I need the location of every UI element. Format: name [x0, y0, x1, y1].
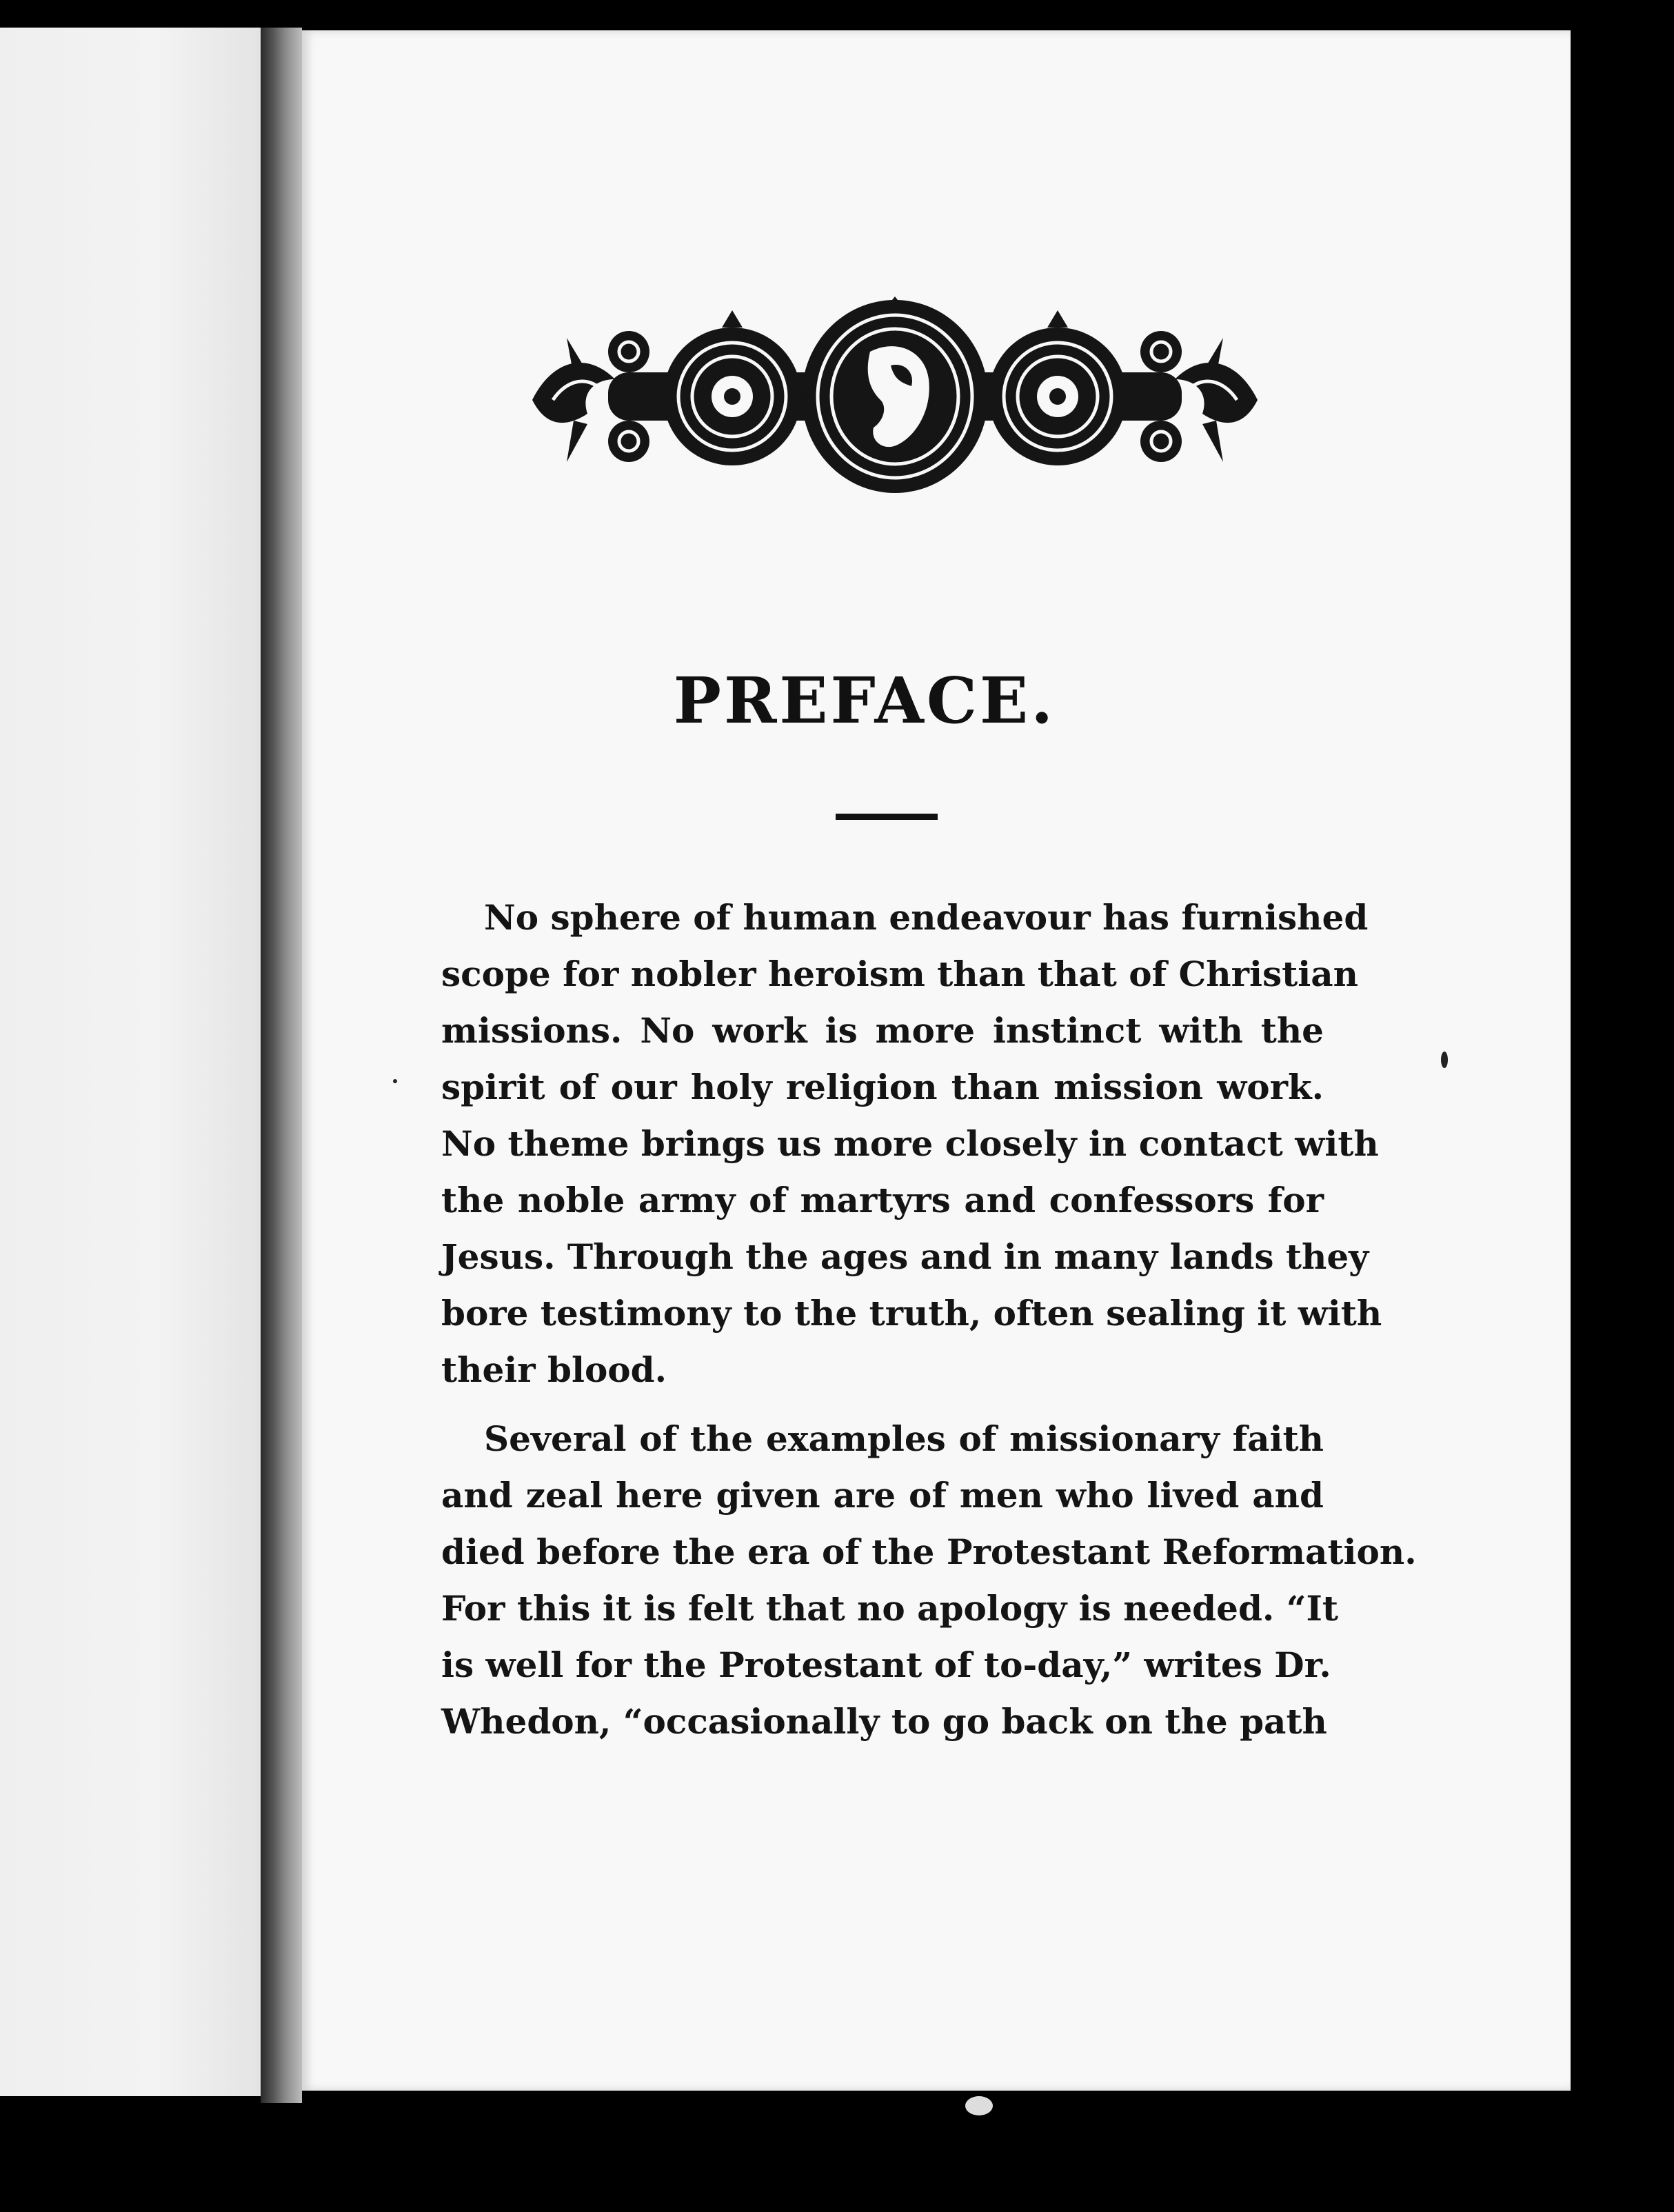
text-line: For this it is felt that no apology is needed. “It [441, 1588, 1338, 1629]
left-facing-page [0, 28, 261, 2096]
text-line: No theme brings us more closely in contact with [441, 1123, 1379, 1164]
paper-speck [1441, 1052, 1448, 1068]
binding-gutter [261, 28, 302, 2103]
text-line: Whedon, “occasionally to go back on the path [441, 1701, 1327, 1742]
preface-body [441, 889, 1417, 1750]
text-line: Jesus. Through the ages and in many lands they [441, 1236, 1369, 1277]
text-line: their blood. [441, 1349, 667, 1390]
text-line: bore testimony to the truth, often sealing it with [441, 1293, 1382, 1334]
paper-speck [965, 2096, 993, 2115]
paragraph-gap [441, 1398, 1324, 1411]
text-line: scope for nobler heroism than that of Christian [441, 954, 1358, 994]
text-line: is well for the Protestant of to-day,” writes Dr. [441, 1645, 1331, 1685]
decorative-headpiece-ornament [525, 296, 1264, 496]
text-line: missions. No work is more instinct with the [441, 1010, 1324, 1051]
text-line: died before the era of the Protestant Reformation. [441, 1531, 1417, 1572]
heading-rule [836, 814, 938, 820]
text-line: Several of the examples of missionary faith [484, 1418, 1324, 1459]
page-heading: PREFACE. [673, 663, 1056, 738]
text-line: spirit of our holy religion than mission work. [441, 1067, 1324, 1107]
text-line: and zeal here given are of men who lived and [441, 1475, 1324, 1516]
text-line: the noble army of martyrs and confessors for [441, 1180, 1324, 1220]
paper-speck [393, 1079, 397, 1083]
text-line: No sphere of human endeavour has furnished [484, 897, 1369, 938]
